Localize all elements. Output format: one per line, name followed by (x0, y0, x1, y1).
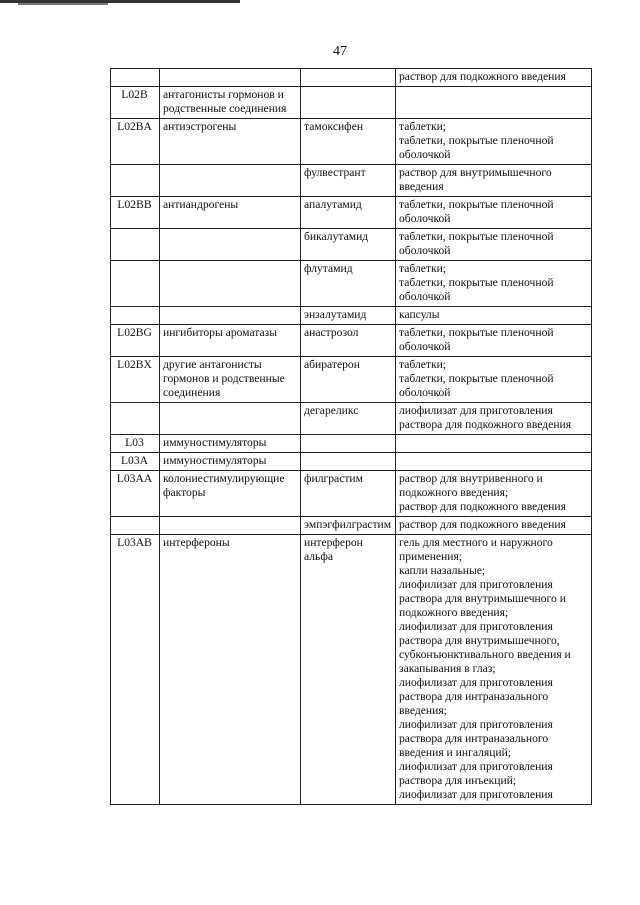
dosage-form-line: гель для местного и наружного применения; (399, 536, 553, 563)
drug-name-cell: фулвестрант (301, 165, 396, 197)
dosage-form-line: таблетки; (399, 262, 447, 275)
dosage-form-line: лиофилизат для приготовления раствора для интраназального введения; (399, 676, 553, 717)
atc-code-cell (111, 165, 160, 197)
table-row (111, 197, 592, 229)
group-name-cell: антагонисты гормонов и родственные соединения (160, 87, 301, 119)
atc-code-cell: L03A (111, 453, 160, 471)
table-row (111, 69, 592, 87)
atc-code-cell (111, 69, 160, 87)
dosage-forms-cell (396, 261, 592, 307)
drug-name-cell: эмпэгфилграстим (301, 517, 396, 535)
dosage-form-line: таблетки; (399, 358, 447, 371)
table-row (111, 535, 592, 805)
group-name-cell: ингибиторы ароматазы (160, 325, 301, 357)
drug-name-cell: тамоксифен (301, 119, 396, 165)
group-name-cell: иммуностимуляторы (160, 435, 301, 453)
dosage-forms-cell (396, 119, 592, 165)
dosage-form-line: таблетки, покрытые пленочной оболочкой (399, 198, 554, 225)
drug-name-cell (301, 87, 396, 119)
drug-name-cell: апалутамид (301, 197, 396, 229)
group-name-cell (160, 517, 301, 535)
drug-name-cell: абиратерон (301, 357, 396, 403)
dosage-forms-cell (396, 517, 592, 535)
dosage-form-line: раствор для подкожного введения (399, 518, 566, 531)
dosage-form-line: лиофилизат для приготовления (399, 788, 553, 801)
group-name-cell (160, 229, 301, 261)
table-row (111, 307, 592, 325)
scan-artifact-bar-secondary (18, 3, 108, 5)
group-name-cell: иммуностимуляторы (160, 453, 301, 471)
atc-code-cell: L03 (111, 435, 160, 453)
group-name-cell (160, 307, 301, 325)
group-name-cell: интерфероны (160, 535, 301, 805)
dosage-form-line: таблетки, покрытые пленочной оболочкой (399, 372, 554, 399)
group-name-cell: антиэстрогены (160, 119, 301, 165)
table-row (111, 403, 592, 435)
dosage-form-line: таблетки; (399, 120, 447, 133)
atc-code-cell: L02B (111, 87, 160, 119)
dosage-forms-cell (396, 453, 592, 471)
group-name-cell (160, 261, 301, 307)
drug-name-cell (301, 69, 396, 87)
dosage-form-line: лиофилизат для приготовления раствора для внутримышечного, субконъюнктивального введения и закапывания в глаз; (399, 620, 571, 675)
table-row (111, 229, 592, 261)
drug-name-cell: дегареликс (301, 403, 396, 435)
dosage-form-line: таблетки, покрытые пленочной оболочкой (399, 276, 554, 303)
dosage-form-line: раствор для внутривенного и подкожного введения; (399, 472, 543, 499)
dosage-forms-cell (396, 197, 592, 229)
dosage-form-line: лиофилизат для приготовления раствора для инъекций; (399, 760, 553, 787)
table-row (111, 453, 592, 471)
dosage-form-line: капсулы (399, 308, 440, 321)
dosage-forms-cell (396, 307, 592, 325)
dosage-forms-cell (396, 357, 592, 403)
dosage-form-line: таблетки, покрытые пленочной оболочкой (399, 326, 554, 353)
group-name-cell (160, 165, 301, 197)
dosage-forms-cell (396, 325, 592, 357)
drug-name-cell (301, 435, 396, 453)
drug-table-body (111, 69, 592, 805)
drug-name-cell: бикалутамид (301, 229, 396, 261)
drug-name-cell: интерферон альфа (301, 535, 396, 805)
table-row (111, 87, 592, 119)
dosage-forms-cell (396, 87, 592, 119)
dosage-forms-cell (396, 165, 592, 197)
drug-name-cell: анастрозол (301, 325, 396, 357)
dosage-forms-cell (396, 229, 592, 261)
atc-code-cell: L03AA (111, 471, 160, 517)
dosage-form-line: лиофилизат для приготовления раствора для внутримышечного и подкожного введения; (399, 578, 566, 619)
dosage-form-line: капли назальные; (399, 564, 486, 577)
page-number: 47 (333, 44, 347, 59)
group-name-cell: колониестимулирующие факторы (160, 471, 301, 517)
dosage-form-line: таблетки, покрытые пленочной оболочкой (399, 134, 554, 161)
drug-name-cell (301, 453, 396, 471)
dosage-forms-cell (396, 435, 592, 453)
atc-code-cell: L02BA (111, 119, 160, 165)
table-row (111, 165, 592, 197)
atc-code-cell: L03AB (111, 535, 160, 805)
drug-name-cell: флутамид (301, 261, 396, 307)
atc-code-cell (111, 403, 160, 435)
table-row (111, 471, 592, 517)
group-name-cell: антиандрогены (160, 197, 301, 229)
atc-code-cell: L02BB (111, 197, 160, 229)
table-row (111, 261, 592, 307)
table-row (111, 357, 592, 403)
atc-code-cell (111, 517, 160, 535)
dosage-form-line: таблетки, покрытые пленочной оболочкой (399, 230, 554, 257)
table-row (111, 517, 592, 535)
dosage-forms-cell (396, 403, 592, 435)
dosage-forms-cell (396, 535, 592, 805)
dosage-form-line: раствор для подкожного введения (399, 70, 566, 83)
drug-name-cell: филграстим (301, 471, 396, 517)
table-row (111, 435, 592, 453)
drug-table (110, 68, 592, 805)
group-name-cell (160, 69, 301, 87)
dosage-form-line: раствор для подкожного введения (399, 500, 566, 513)
atc-code-cell: L02BX (111, 357, 160, 403)
table-row (111, 325, 592, 357)
atc-code-cell (111, 307, 160, 325)
atc-code-cell (111, 261, 160, 307)
dosage-form-line: лиофилизат для приготовления раствора для интраназального введения и ингаляций; (399, 718, 553, 759)
group-name-cell (160, 403, 301, 435)
dosage-form-line: раствор для внутримышечного введения (399, 166, 552, 193)
table-row (111, 119, 592, 165)
dosage-form-line: лиофилизат для приготовления раствора для подкожного введения (399, 404, 572, 431)
dosage-forms-cell (396, 69, 592, 87)
atc-code-cell: L02BG (111, 325, 160, 357)
atc-code-cell (111, 229, 160, 261)
group-name-cell: другие антагонисты гормонов и родственные соединения (160, 357, 301, 403)
drug-name-cell: энзалутамид (301, 307, 396, 325)
dosage-forms-cell (396, 471, 592, 517)
